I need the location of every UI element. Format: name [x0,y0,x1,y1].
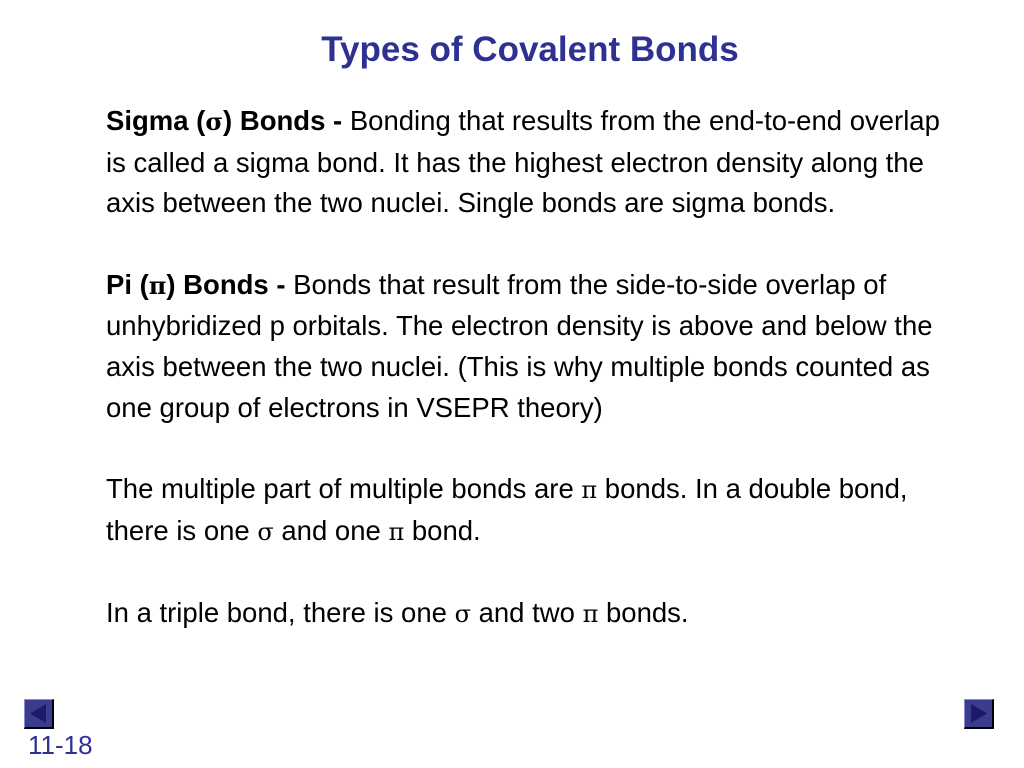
sigma-symbol: σ [454,600,471,629]
sigma-term-prefix: Sigma ( [106,105,206,136]
pi-bond-term [106,269,293,300]
triangle-left-icon [25,700,52,727]
pi-symbol: π [388,517,405,546]
slide-title: Types of Covalent Bonds [321,30,739,69]
multiple-text-4: bond. [404,514,481,546]
sigma-bond-definition: Bonding that results from the end-to-end overlap is called a sigma bond. It has the highest electron density along the axis between the two nuclei. Single bonds are sigma bonds. [106,105,940,219]
multiple-text-2: bonds. In a double bond, there is one [106,473,908,546]
triangle-right-icon [965,700,992,727]
pi-symbol: π [148,270,167,300]
triple-text-3: bonds. [598,597,689,629]
previous-slide-button[interactable] [24,699,54,729]
sigma-bond-paragraph [106,101,956,224]
sigma-bond-term [106,105,350,136]
sigma-symbol: σ [205,107,224,136]
pi-symbol: π [581,476,598,505]
pi-term-prefix: Pi ( [106,268,149,300]
pi-bond-definition: Bonds that result from the side-to-side overlap of unhybridized p orbitals. The electron density is above and below the axis between the two nuclei. (This is why multiple bonds counted as one group of electrons in VSEPR theory) [106,268,933,423]
pi-term-suffix: ) Bonds - [166,268,294,300]
multiple-text-3: and one [273,514,389,546]
slide-number: 11-18 [28,730,93,760]
triple-text-1: In a triple bond, there is one [106,597,455,629]
sigma-term-suffix: ) Bonds - [223,105,350,136]
multiple-text-1: The multiple part of multiple bonds are [106,473,582,505]
pi-symbol: π [582,600,599,629]
next-slide-button[interactable] [964,699,994,729]
slide-content [106,101,956,635]
triple-text-2: and two [470,597,583,629]
multiple-bonds-paragraph [106,469,956,552]
pi-bond-paragraph [106,265,956,428]
sigma-symbol: σ [257,517,274,546]
triple-bond-paragraph [106,593,956,635]
